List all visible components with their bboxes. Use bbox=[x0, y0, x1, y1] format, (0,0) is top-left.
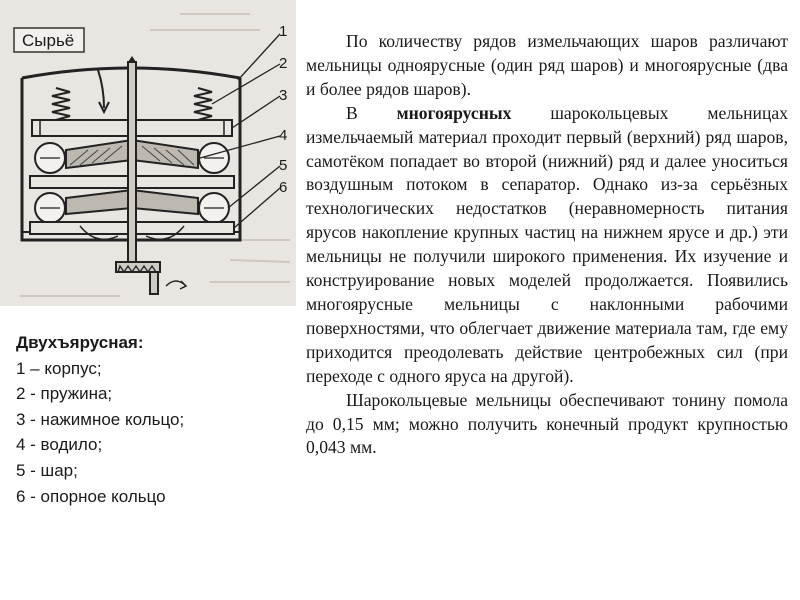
callout-5: 5 bbox=[279, 157, 288, 174]
shaft-top bbox=[128, 56, 136, 62]
callout-3: 3 bbox=[279, 87, 288, 104]
diagram-legend bbox=[16, 330, 286, 509]
input-label: Сырьё bbox=[22, 31, 75, 50]
paragraph-2-rest: шарокольцевых мельницах измельчаемый материал проходит первый (верхний) ряд шаров, самотёком попадает во второй (нижний) ряд и далее уноситься воздушным потоком в сепаратор. Однако из-за серьёзных технологических недостатков (неравномерность питания ярусов накопление крупных частиц на нижнем ярусе и др.) эти мельницы не получили широкого применения. Их изучение и конструирование новых моделей продолжается. Появились многоярусные мельницы с наклонными рабочими поверхностями, что облегчает движение материала там, где ему приходится преодолевать действие центробежных сил (при переходе с одного яруса на другой). bbox=[306, 102, 788, 386]
body-text bbox=[306, 30, 788, 460]
central-shaft bbox=[128, 62, 136, 268]
legend-title: Двухъярусная: bbox=[16, 333, 144, 352]
callout-2: 2 bbox=[279, 55, 288, 72]
emphasis-multitier: многоярусных bbox=[396, 102, 512, 123]
legend-item-spring: 2 - пружина; bbox=[16, 384, 113, 404]
legend-item-support-ring: 6 - опорное кольцо bbox=[16, 486, 166, 506]
paragraph-1: По количеству рядов измельчающих шаров различают мельницы одноярусные (один ряд шаров) и многоярусные (два и более рядов шаров). bbox=[306, 31, 788, 99]
callout-1: 1 bbox=[279, 23, 288, 40]
callout-6: 6 bbox=[279, 179, 288, 196]
legend-item-ball: 5 - шар; bbox=[16, 460, 78, 480]
legend-item-carrier: 4 - водило; bbox=[16, 435, 103, 455]
callout-4: 4 bbox=[279, 127, 288, 144]
spring-left bbox=[52, 88, 70, 120]
paragraph-2 bbox=[306, 102, 788, 389]
mill-diagram bbox=[0, 0, 296, 306]
spring-right bbox=[194, 88, 212, 120]
legend-item-housing: 1 – корпус; bbox=[16, 358, 102, 378]
paragraph-2-prefix: В bbox=[346, 102, 397, 123]
legend-item-pressure-ring: 3 - нажимное кольцо; bbox=[16, 409, 185, 429]
paragraph-3: Шарокольцевые мельницы обеспечивают тонину помола до 0,15 мм; можно получить конечный продукт крупностью 0,043 мм. bbox=[306, 389, 788, 458]
drive-shaft bbox=[150, 272, 158, 294]
